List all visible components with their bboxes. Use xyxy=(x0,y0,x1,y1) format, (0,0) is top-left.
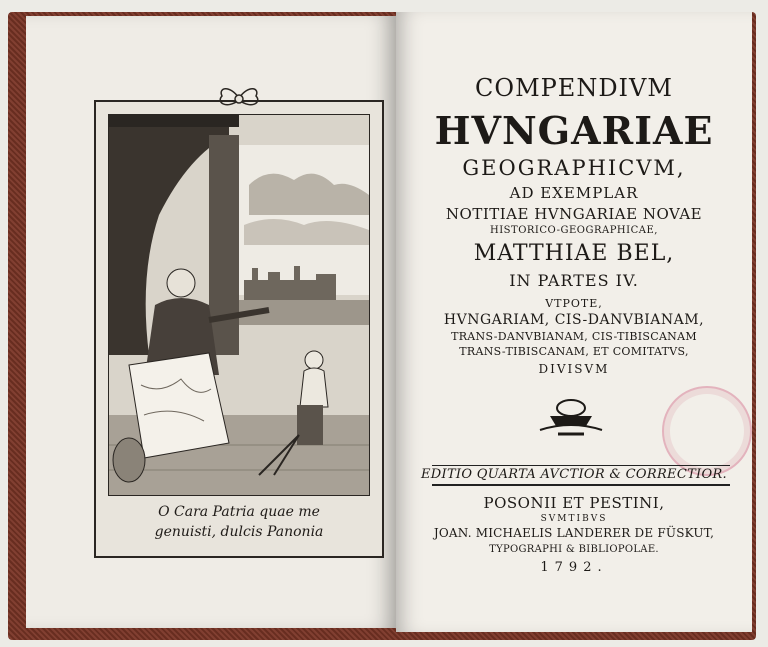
title-line-2: HVNGARIAE xyxy=(434,108,714,153)
imprint-place: POSONII ET PESTINI, xyxy=(483,494,665,512)
title-line-9: VTPOTE, xyxy=(545,297,603,310)
rule-bottom xyxy=(432,484,730,486)
open-book xyxy=(8,8,760,640)
edition-line: EDITIO QUARTA AVCTIOR & CORRECTIOR. xyxy=(421,467,727,482)
rule-top xyxy=(432,465,730,466)
engraving-scene xyxy=(108,114,370,496)
title-line-6: HISTORICO-GEOGRAPHICAE, xyxy=(490,225,658,236)
title-line-3: GEOGRAPHICVM, xyxy=(462,156,686,180)
frontispiece-plate xyxy=(94,100,384,558)
title-line-4: AD EXEMPLAR xyxy=(509,184,639,202)
library-stamp xyxy=(662,386,752,476)
ribbon-ornament-icon xyxy=(214,80,264,114)
title-page xyxy=(396,12,752,632)
title-line-12: TRANS-TIBISCANAM, ET COMITATVS, xyxy=(459,345,689,358)
title-line-5: NOTITIAE HVNGARIAE NOVAE xyxy=(445,205,703,223)
imprint-sumtibus: SVMTIBVS xyxy=(540,514,608,524)
title-line-13: DIVISVM xyxy=(538,362,610,376)
title-line-1: COMPENDIVM xyxy=(475,74,673,102)
caption-line-1: O Cara Patria quae me xyxy=(158,504,320,520)
imprint-printer: JOAN. MICHAELIS LANDERER DE FÜSKUT, xyxy=(433,526,715,540)
title-line-10: HVNGARIAM, CIS-DANVBIANAM, xyxy=(443,312,705,328)
printer-vignette-icon xyxy=(536,394,606,438)
caption-line-2: genuisti, dulcis Panonia xyxy=(154,524,324,540)
imprint-printer-role: TYPOGRAPHI & BIBLIOPOLAE. xyxy=(489,544,659,555)
title-line-8: IN PARTES IV. xyxy=(509,271,639,290)
left-page xyxy=(26,16,396,628)
author-name: MATTHIAE BEL, xyxy=(473,241,675,266)
title-line-11: TRANS-DANVBIANAM, CIS-TIBISCANAM xyxy=(451,330,697,343)
engraving-illustration xyxy=(109,115,369,495)
frontispiece-caption xyxy=(108,502,370,548)
imprint-year: 1792. xyxy=(540,560,608,575)
